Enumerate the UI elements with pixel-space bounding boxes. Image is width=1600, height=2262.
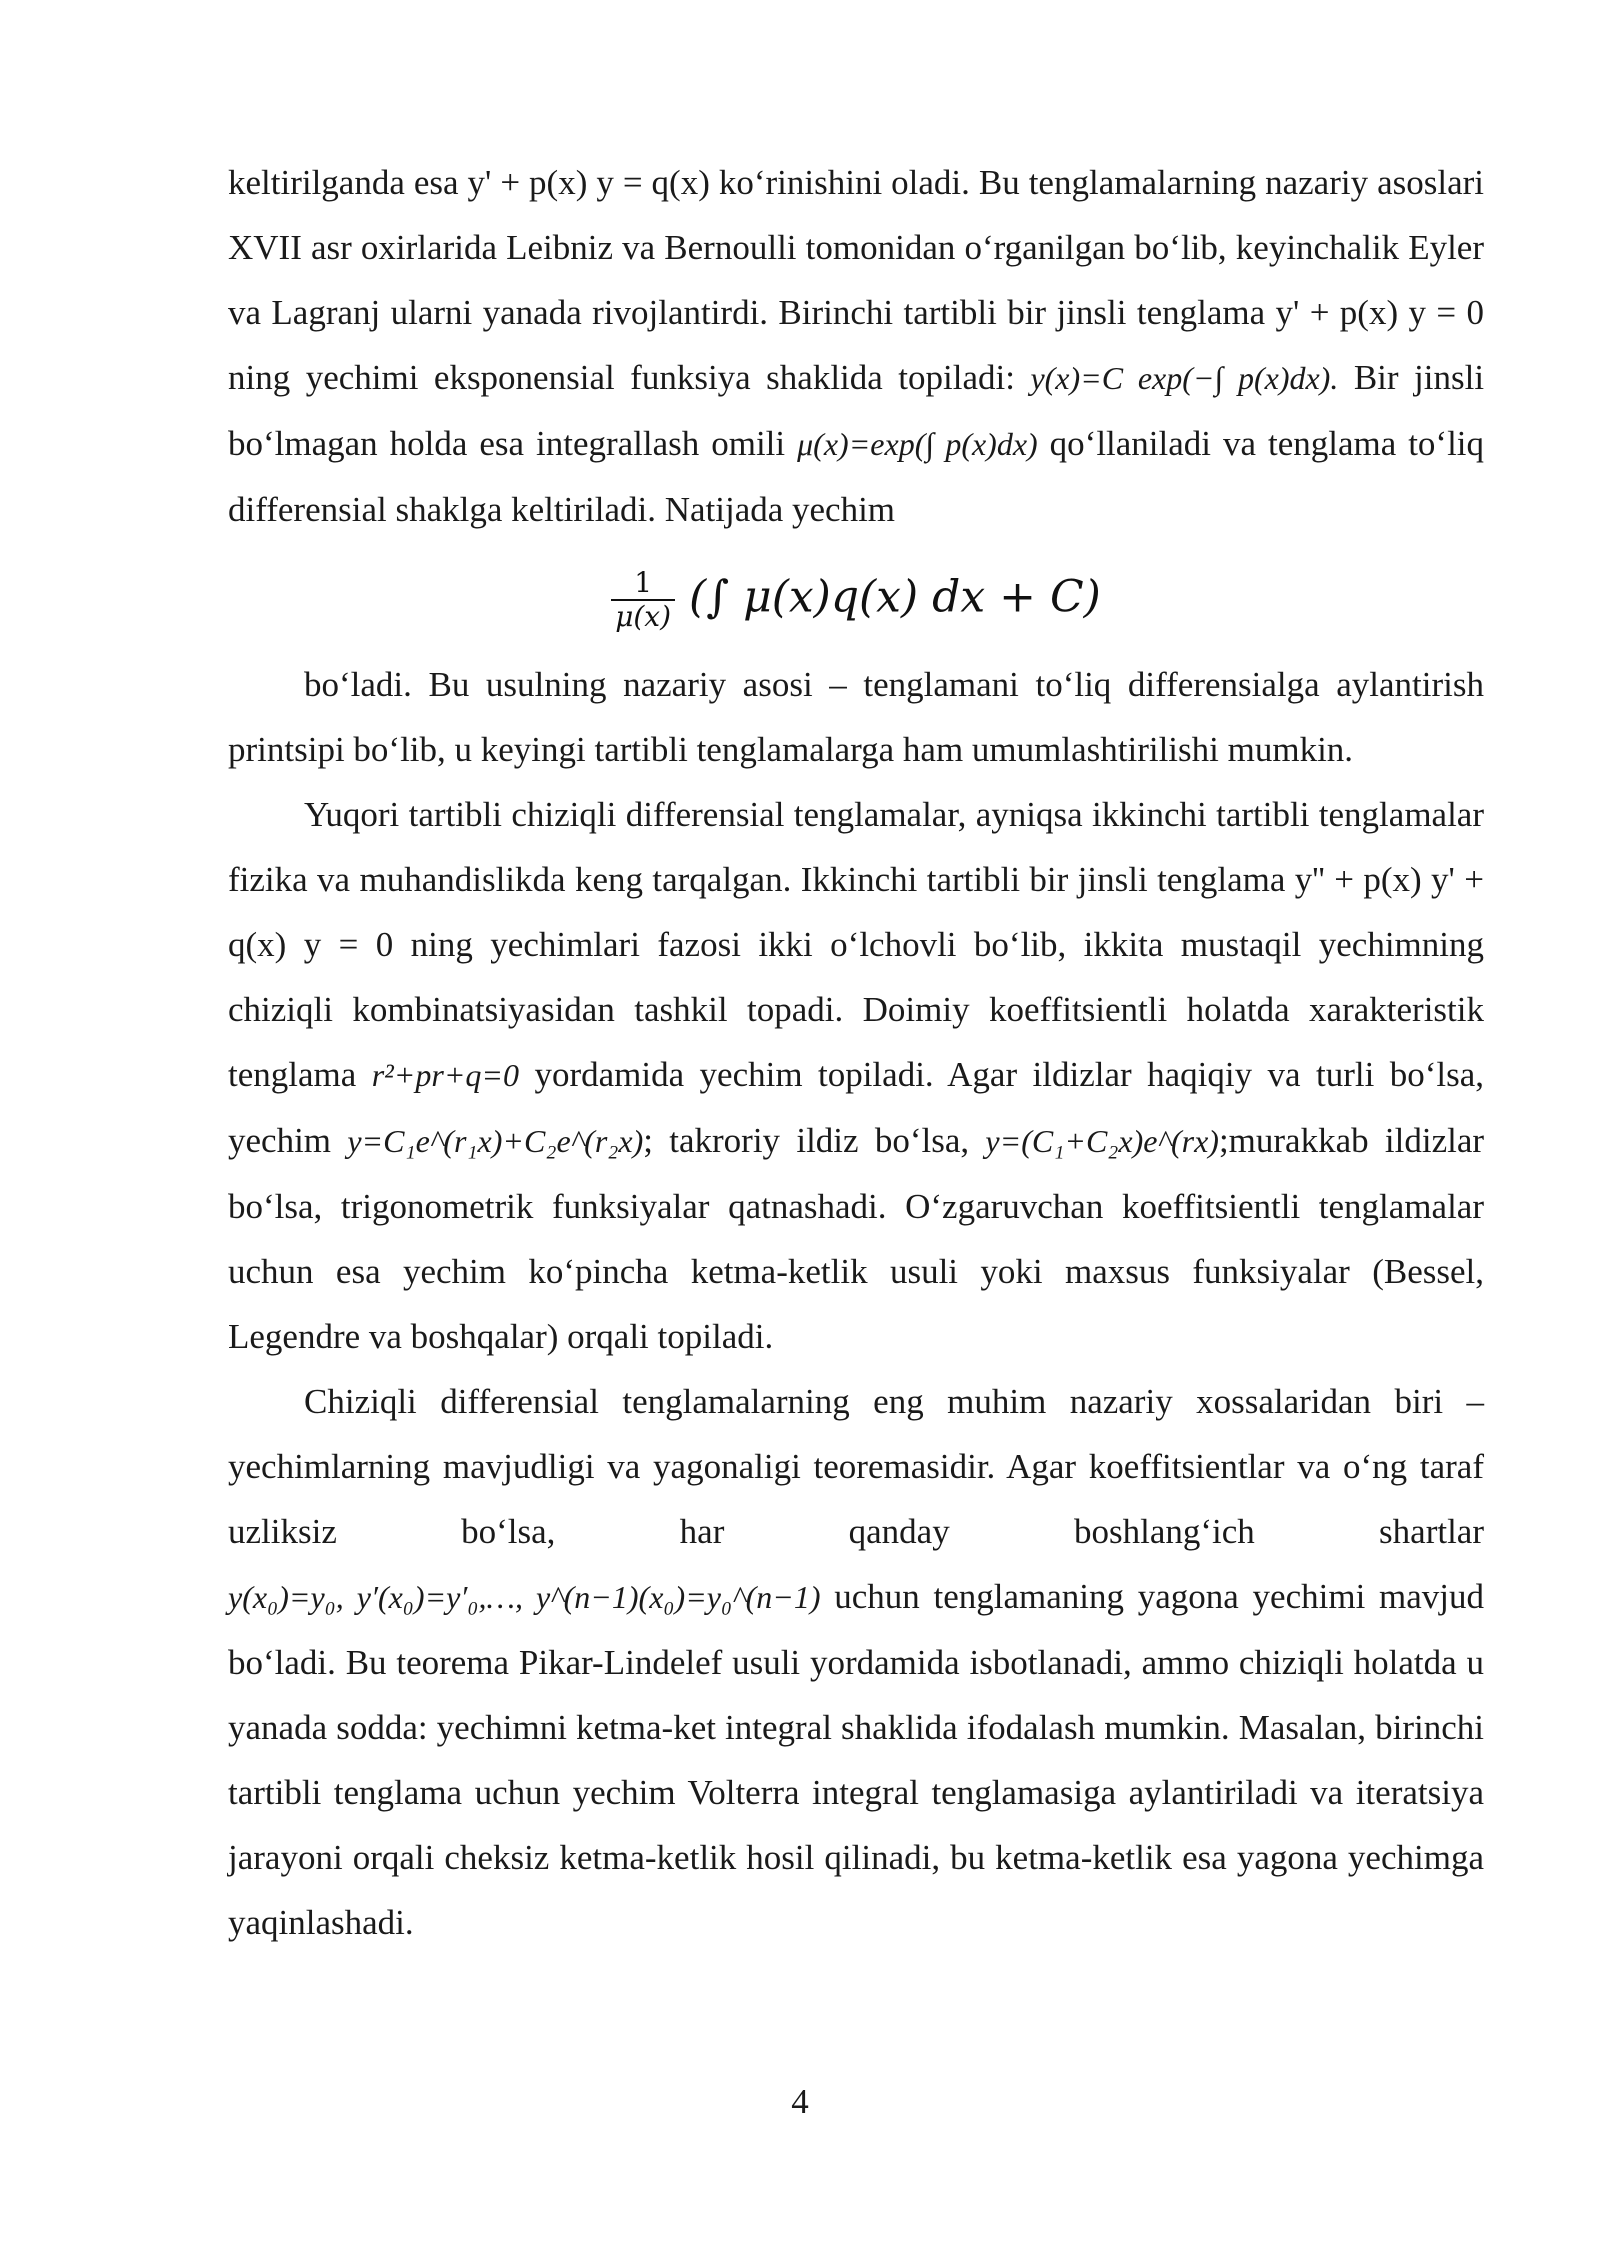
display-formula — [228, 542, 1484, 652]
inline-formula-distinct-roots: y=C₁e^(r₁x)+C₂e^(r₂x) — [347, 1123, 644, 1159]
page-number: 4 — [791, 2082, 809, 2121]
paragraph-text: Chiziqli differensial tenglamalarning eng muhim nazariy xossalaridan biri – yechimlarning mavjudligi va yagonaligi teoremasidir. Agar koeffitsientlar va o‘ng taraf uzliksiz bo‘lsa, har qanday boshlang‘ich shartlar — [228, 1382, 1484, 1551]
paragraph-text: ;murakkab ildizlar bo‘lsa, trigonometrik funksiyalar qatnashadi. O‘zgaruvchan koeffitsientli tenglamalar uchun esa yechim ko‘pincha ketma-ketlik usuli yoki maxsus funksiyalar (Bessel, Legendre va boshqalar) orqali topiladi. — [228, 1121, 1485, 1356]
paragraph-text: qo‘llaniladi va tenglama to‘liq differensial shaklga keltiriladi. Natijada yechim — [228, 424, 1485, 529]
paragraph-2 — [228, 652, 1484, 782]
paragraph-text: ; takroriy ildiz bo‘lsa, — [643, 1121, 970, 1160]
inline-formula-initial-conditions: y(x₀)=y₀, y′(x₀)=y′₀,…, y^(n−1)(x₀)=y₀^(n−1) — [228, 1579, 821, 1615]
inline-formula-repeated-root: y=(C₁+C₂x)e^(rx) — [985, 1123, 1219, 1159]
formula-body: (∫ μ(x)q(x) dx + C) — [689, 571, 1101, 623]
paragraph-1 — [228, 150, 1484, 542]
page-content — [228, 150, 1484, 1955]
fraction-numerator: 1 — [611, 567, 675, 601]
paragraph-4 — [228, 1369, 1484, 1955]
paragraph-3 — [228, 782, 1484, 1369]
display-formula-expression — [611, 567, 1101, 633]
fraction-denominator: μ(x) — [615, 599, 672, 633]
paragraph-text: yordamida yechim topiladi. Agar ildizlar haqiqiy va turli bo‘lsa, yechim — [228, 1055, 1485, 1160]
inline-formula-characteristic-equation: r²+pr+q=0 — [371, 1057, 519, 1093]
paragraph-text: Yuqori tartibli chiziqli differensial tenglamalar, ayniqsa ikkinchi tartibli tenglamalar fizika va muhandislikda keng tarqalgan. Ikkinchi tartibli bir jinsli tenglama y'' + p(x) y' + q(x) y = 0 ning yechimlari fazosi ikki o‘lchovli bo‘lib, ikkita mustaqil yechimning chiziqli kombinatsiyasidan tashkil topadi. Doimiy koeffitsientli holatda xarakteristik tenglama — [228, 795, 1484, 1094]
paragraph-text: uchun tenglamaning yagona yechimi mavjud bo‘ladi. Bu teorema Pikar-Lindelef usuli yordamida isbotlanadi, ammo chiziqli holatda u yanada sodda: yechimni ketma-ket integral shaklida ifodalash mumkin. Masalan, birinchi tartibli tenglama uchun yechim Volterra integral tenglamasiga aylantiriladi va iteratsiya jarayoni orqali cheksiz ketma-ketlik hosil qilinadi, bu ketma-ketlik esa yagona yechimga yaqinlashadi. — [228, 1577, 1485, 1942]
inline-formula-homogeneous-solution: y(x)=C exp(−∫ p(x)dx). — [1030, 360, 1339, 396]
formula-fraction — [611, 567, 675, 633]
paragraph-text: keltirilganda esa y' + p(x) y = q(x) ko‘rinishini oladi. Bu tenglamalarning nazariy asoslari XVII asr oxirlarida Leibniz va Bernoulli tomonidan o‘rganilgan bo‘lib, keyinchalik Eyler va Lagranj ularni yanada rivojlantirdi. Birinchi tartibli bir jinsli tenglama y' + p(x) y = 0 ning yechimi eksponensial funksiya shaklida topiladi: — [228, 163, 1484, 397]
inline-formula-integrating-factor: μ(x)=exp(∫ p(x)dx) — [797, 426, 1038, 462]
paragraph-text: Bir jinsli bo‘lmagan holda esa integrallash omili — [228, 358, 1485, 463]
paragraph-text: bo‘ladi. Bu usulning nazariy asosi – tenglamani to‘liq differensialga aylantirish printsipi bo‘lib, u keyingi tartibli tenglamalarga ham umumlashtirilishi mumkin. — [228, 665, 1484, 769]
